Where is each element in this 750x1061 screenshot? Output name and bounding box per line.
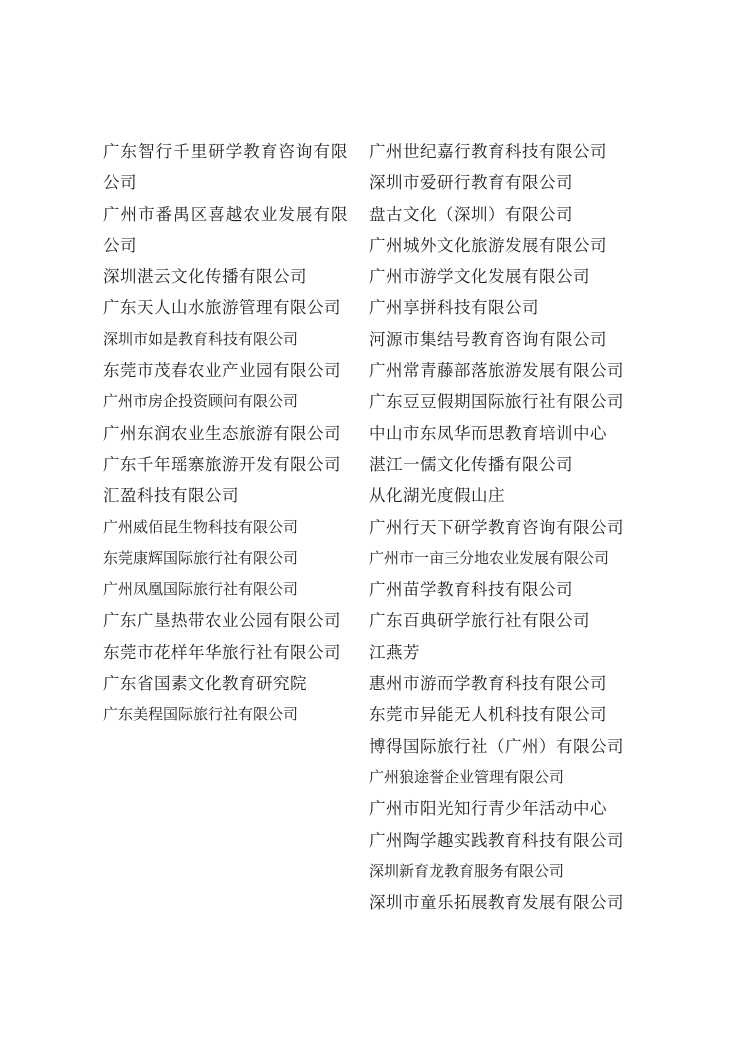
company-list-left: [103, 136, 348, 731]
list-item: 广州市一亩三分地农业发展有限公司: [369, 548, 610, 567]
list-item: 广东百典研学旅行社有限公司: [369, 611, 590, 631]
list-item: 深圳市如是教育科技有限公司: [103, 329, 299, 348]
list-item: 广东省国素文化教育研究院: [103, 674, 307, 694]
list-item: 广州行天下研学教育咨询有限公司: [369, 517, 624, 537]
list-item: 广州市游学文化发展有限公司: [369, 267, 590, 287]
list-item: 中山市东凤华而思教育培训中心: [369, 423, 607, 443]
list-item: 广州市阳光知行青少年活动中心: [369, 799, 607, 819]
list-item: 广州凤凰国际旅行社有限公司: [103, 580, 299, 599]
list-item: 广州陶学趣实践教育科技有限公司: [369, 830, 624, 850]
list-item: 广州常青藤部落旅游发展有限公司: [369, 361, 624, 381]
list-item: 广东美程国际旅行社有限公司: [103, 705, 299, 724]
list-item: 湛江一儒文化传播有限公司: [369, 454, 573, 474]
list-item: 从化湖光度假山庄: [369, 486, 505, 506]
list-item: 深圳市童乐拓展教育发展有限公司: [369, 893, 624, 913]
list-item: 广州狼途誉企业管理有限公司: [369, 767, 565, 786]
list-item: 深圳湛云文化传播有限公司: [103, 267, 307, 287]
company-list-right: [369, 136, 659, 918]
list-item: 江燕芳: [369, 642, 420, 662]
list-item: 广州东润农业生态旅游有限公司: [103, 423, 341, 443]
list-item: 汇盈科技有限公司: [103, 486, 239, 506]
list-item: 广州市房企投资顾问有限公司: [103, 392, 299, 411]
list-item: 博得国际旅行社（广州）有限公司: [369, 736, 624, 756]
list-item: 广东天人山水旅游管理有限公司: [103, 298, 341, 318]
list-item: 广东智行千里研学教育咨询有限公司: [103, 142, 348, 193]
list-item: 广州市番禺区喜越农业发展有限公司: [103, 204, 348, 255]
list-item: 广州城外文化旅游发展有限公司: [369, 235, 607, 255]
list-item: 盘古文化（深圳）有限公司: [369, 204, 573, 224]
list-item: 东莞市花样年华旅行社有限公司: [103, 642, 341, 662]
list-item: 广州世纪嘉行教育科技有限公司: [369, 142, 607, 161]
list-item: 广东豆豆假期国际旅行社有限公司: [369, 392, 624, 412]
list-item: 东莞康辉国际旅行社有限公司: [103, 548, 299, 567]
list-item: 广州威佰昆生物科技有限公司: [103, 517, 299, 536]
list-item: 东莞市茂春农业产业园有限公司: [103, 361, 341, 381]
list-item: 惠州市游而学教育科技有限公司: [369, 674, 607, 694]
list-item: 深圳市爱研行教育有限公司: [369, 173, 573, 193]
list-item: 河源市集结号教育咨询有限公司: [369, 329, 607, 349]
list-item: 深圳新育龙教育服务有限公司: [369, 861, 565, 880]
list-item: 东莞市异能无人机科技有限公司: [369, 705, 607, 725]
list-item: 广州享拼科技有限公司: [369, 298, 539, 318]
list-item: 广东千年瑶寨旅游开发有限公司: [103, 454, 341, 474]
list-item: 广州苗学教育科技有限公司: [369, 580, 573, 600]
list-item: 广东广垦热带农业公园有限公司: [103, 611, 341, 631]
